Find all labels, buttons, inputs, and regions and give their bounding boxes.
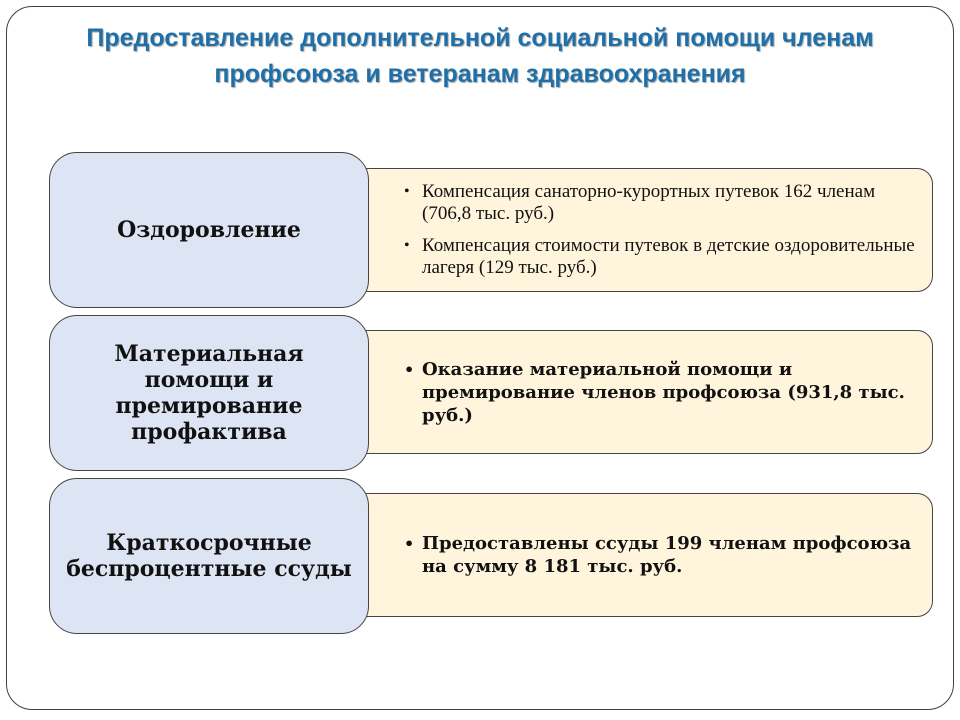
detail-item-text: Оказание материальной помощи и премирование членов профсоюза (931,8 тыс. руб.) — [422, 358, 905, 426]
detail-item-text: Предоставлены ссуды 199 членам профсоюза на сумму 8 181 тыс. руб. — [422, 533, 912, 577]
detail-item — [404, 235, 918, 279]
detail-list — [404, 532, 918, 578]
slide-title-line-2: профсоюза и ветеранам здравоохранения — [214, 60, 746, 88]
detail-item-text: Компенсация санаторно-курортных путевок 162 членам (706,8 тыс. руб.) — [422, 181, 876, 224]
detail-list — [404, 181, 918, 279]
bullet-icon: • — [404, 237, 410, 254]
detail-item — [404, 358, 918, 427]
detail-box-loans — [343, 493, 933, 617]
slide-title-line-1: Предоставление дополнительной социальной помощи членам — [86, 24, 874, 52]
category-label: Краткосрочные беспроцентные ссуды — [66, 530, 352, 582]
bullet-icon: • — [404, 359, 415, 379]
detail-item — [404, 181, 918, 225]
detail-list — [404, 358, 918, 427]
detail-item-text: Компенсация стоимости путевок в детские оздоровительные лагеря (129 тыс. руб.) — [422, 235, 915, 278]
category-label: Оздоровление — [117, 217, 301, 243]
category-box-loans — [49, 478, 369, 634]
detail-box-health — [343, 168, 933, 292]
category-label: Материальная помощи и премирование профактива — [114, 341, 304, 445]
category-box-health — [49, 152, 369, 308]
category-box-material-aid — [49, 315, 369, 471]
detail-box-material-aid — [343, 330, 933, 454]
detail-item — [404, 532, 918, 578]
bullet-icon: • — [404, 183, 410, 200]
bullet-icon: • — [404, 534, 415, 553]
slide-title — [20, 20, 940, 92]
